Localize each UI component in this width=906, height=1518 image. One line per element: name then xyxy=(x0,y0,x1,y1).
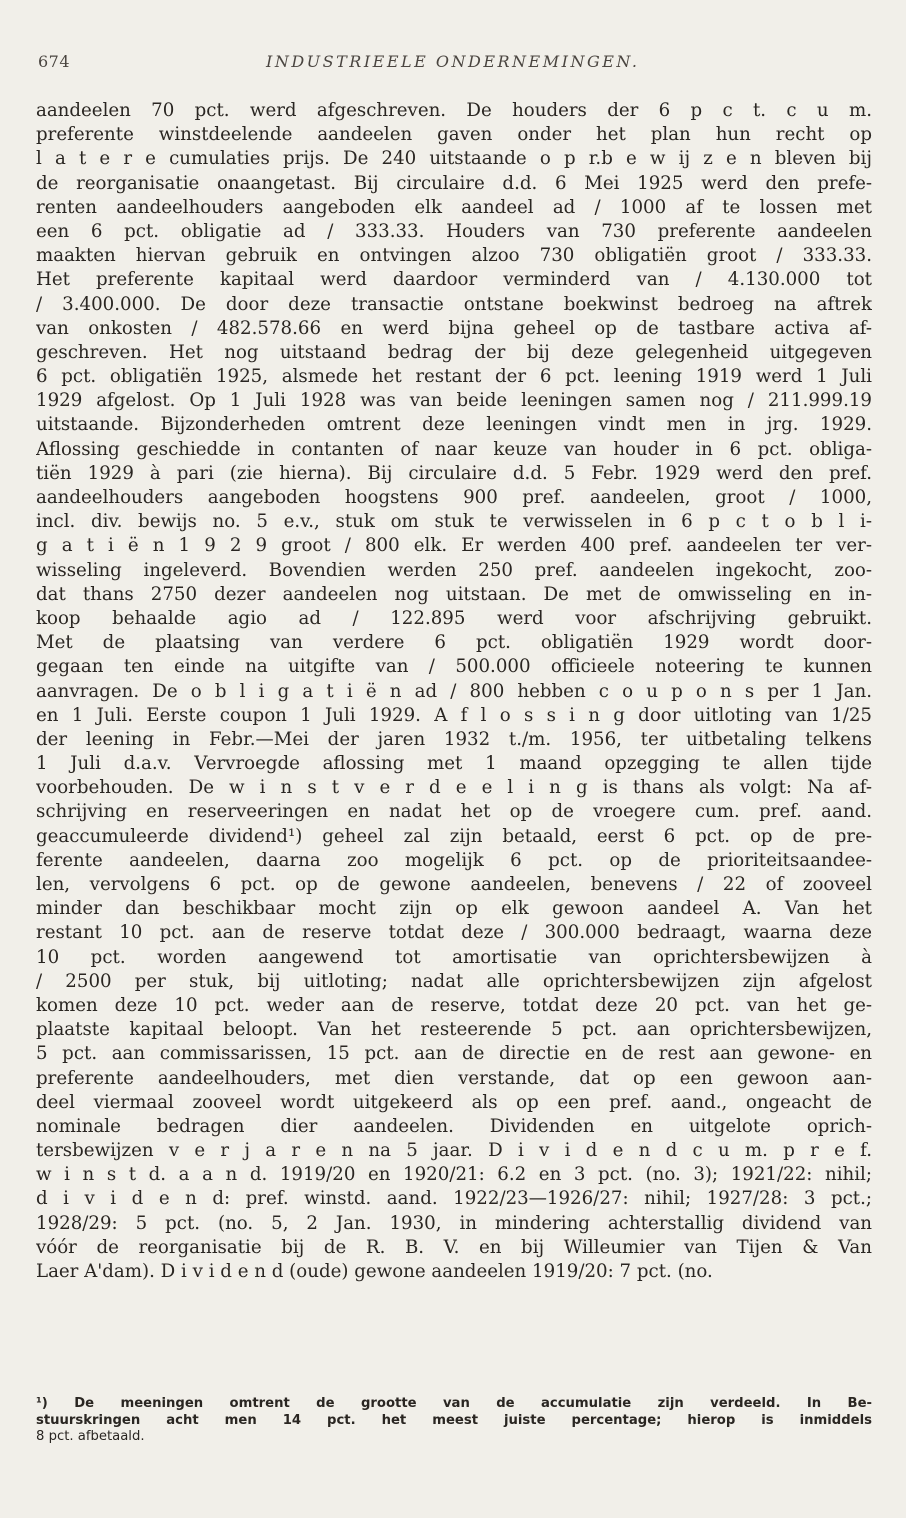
text-line: komen deze 10 pct. weder aan de reserve, totdat deze 20 pct. van het ge- xyxy=(36,994,872,1016)
text-line: gegaan ten einde na uitgifte van / 500.000 officieele noteering te kunnen xyxy=(36,656,872,678)
text-line: restant 10 pct. aan de reserve totdat deze / 300.000 bedraagt, waarna deze xyxy=(36,922,872,944)
text-line: minder dan beschikbaar mocht zijn op elk gewoon aandeel A. Van het xyxy=(36,898,872,920)
text-line: 10 pct. worden aangewend tot amortisatie van oprichtersbewijzen à xyxy=(36,946,872,968)
text-line: Met de plaatsing van verdere 6 pct. obligatiën 1929 wordt door- xyxy=(36,632,872,654)
text-line: renten aandeelhouders aangeboden elk aandeel ad / 1000 af te lossen met xyxy=(36,196,872,218)
text-line: w i n s t d. a a n d. 1919/20 en 1920/21: 6.2 en 3 pct. (no. 3); 1921/22: nihil; xyxy=(36,1164,872,1186)
text-line: preferente aandeelhouders, met dien verstande, dat op een gewoon aan- xyxy=(36,1067,872,1089)
text-line: Aflossing geschiedde in contanten of naar keuze van houder in 6 pct. obliga- xyxy=(36,438,872,460)
text-line: preferente winstdeelende aandeelen gaven onder het plan hun recht op xyxy=(36,124,872,146)
text-line: / 2500 per stuk, bij uitloting; nadat alle oprichtersbewijzen zijn afgelost xyxy=(36,970,872,992)
text-line: len, vervolgens 6 pct. op de gewone aandeelen, benevens / 22 of zooveel xyxy=(36,874,872,895)
text-line: der leening in Febr.—Mei der jaren 1932 t./m. 1956, ter uitbetaling telkens xyxy=(36,728,872,750)
text-line: schrijving en reserveeringen en nadat het op de vroegere cum. pref. aand. xyxy=(36,801,872,823)
text-line: 6 pct. obligatiën 1925, alsmede het restant der 6 pct. leening 1919 werd 1 Juli xyxy=(36,366,872,388)
footnote xyxy=(36,1396,872,1446)
text-line: tiën 1929 à pari (zie hierna). Bij circulaire d.d. 5 Febr. 1929 werd den pref. xyxy=(36,462,872,484)
text-line: Laer A'dam). D i v i d e n d (oude) gewone aandeelen 1919/20: 7 pct. (no. xyxy=(36,1261,713,1282)
text-line: plaatste kapitaal beloopt. Van het resteerende 5 pct. aan oprichtersbewijzen, xyxy=(36,1019,872,1041)
footnote-line: 8 pct. afbetaald. xyxy=(36,1429,145,1444)
text-line: aandeelen 70 pct. werd afgeschreven. De houders der 6 p c t. c u m. xyxy=(36,100,872,121)
text-line: / 3.400.000. De door deze transactie ontstane boekwinst bedroeg na aftrek xyxy=(36,293,872,315)
text-line: l a t e r e cumulaties prijs. De 240 uitstaande o p r.b e w ij z e n bleven bij xyxy=(36,148,872,170)
page-header xyxy=(38,52,868,82)
footnote-line: stuurskringen acht men 14 pct. het meest juiste percentage; hierop is inmiddels xyxy=(36,1412,872,1428)
text-line: ferente aandeelen, daarna zoo mogelijk 6 pct. op de prioriteitsaandee- xyxy=(36,849,872,871)
text-line: geaccumuleerde dividend¹) geheel zal zijn betaald, eerst 6 pct. op de pre- xyxy=(36,825,872,847)
text-line: 1929 afgelost. Op 1 Juli 1928 was van beide leeningen samen nog / 211.999.19 xyxy=(36,390,872,412)
text-line: koop behaalde agio ad / 122.895 werd voor afschrijving gebruikt. xyxy=(36,607,872,629)
text-line: een 6 pct. obligatie ad / 333.33. Houders van 730 preferente aandeelen xyxy=(36,220,872,242)
text-line: 5 pct. aan commissarissen, 15 pct. aan de directie en de rest aan gewone- en xyxy=(36,1043,872,1065)
footnote-line: ¹) De meeningen omtrent de grootte van de accumulatie zijn verdeeld. In Be- xyxy=(36,1396,872,1411)
text-line: g a t i ë n 1 9 2 9 groot / 800 elk. Er werden 400 pref. aandeelen ter ver- xyxy=(36,535,872,557)
text-line: de reorganisatie onaangetast. Bij circulaire d.d. 6 Mei 1925 werd den prefe- xyxy=(36,172,872,194)
text-line: tersbewijzen v e r j a r e n na 5 jaar. D i v i d e n d c u m. p r e f. xyxy=(36,1140,872,1162)
text-line: incl. div. bewijs no. 5 e.v., stuk om stuk te verwisselen in 6 p c t o b l i- xyxy=(36,511,872,533)
text-line: 1928/29: 5 pct. (no. 5, 2 Jan. 1930, in mindering achterstallig dividend van xyxy=(36,1212,872,1234)
text-line: van onkosten / 482.578.66 en werd bijna geheel op de tastbare activa af- xyxy=(36,317,872,339)
body-text xyxy=(36,99,872,1284)
text-line: voorbehouden. De w i n s t v e r d e e l i n g is thans als volgt: Na af- xyxy=(36,777,872,799)
text-line: aanvragen. De o b l i g a t i ë n ad / 800 hebben c o u p o n s per 1 Jan. xyxy=(36,680,872,702)
text-line: en 1 Juli. Eerste coupon 1 Juli 1929. A f l o s s i n g door uitloting van 1/25 xyxy=(36,704,872,726)
text-line: maakten hiervan gebruik en ontvingen alzoo 730 obligatiën groot / 333.33. xyxy=(36,245,872,267)
text-line: dat thans 2750 dezer aandeelen nog uitstaan. De met de omwisseling en in- xyxy=(36,583,872,605)
text-line: d i v i d e n d: pref. winstd. aand. 1922/23—1926/27: nihil; 1927/28: 3 pct.; xyxy=(36,1188,872,1210)
text-line: aandeelhouders aangeboden hoogstens 900 pref. aandeelen, groot / 1000, xyxy=(36,487,872,508)
text-line: wisseling ingeleverd. Bovendien werden 250 pref. aandeelen ingekocht, zoo- xyxy=(36,559,872,581)
text-line: geschreven. Het nog uitstaand bedrag der bij deze gelegenheid uitgegeven xyxy=(36,341,872,363)
running-title: INDUSTRIEELE ONDERNEMINGEN. xyxy=(266,52,640,71)
text-line: uitstaande. Bijzonderheden omtrent deze leeningen vindt men in jrg. 1929. xyxy=(36,414,872,436)
text-line: nominale bedragen dier aandeelen. Dividenden en uitgelote oprich- xyxy=(36,1115,872,1137)
text-line: 1 Juli d.a.v. Vervroegde aflossing met 1 maand opzegging te allen tijde xyxy=(36,753,872,775)
text-line: deel viermaal zooveel wordt uitgekeerd als op een pref. aand., ongeacht de xyxy=(36,1091,872,1113)
text-line: vóór de reorganisatie bij de R. B. V. en bij Willeumier van Tijen & Van xyxy=(36,1236,872,1258)
text-line: Het preferente kapitaal werd daardoor verminderd van / 4.130.000 tot xyxy=(36,269,872,291)
page-number: 674 xyxy=(38,52,71,71)
